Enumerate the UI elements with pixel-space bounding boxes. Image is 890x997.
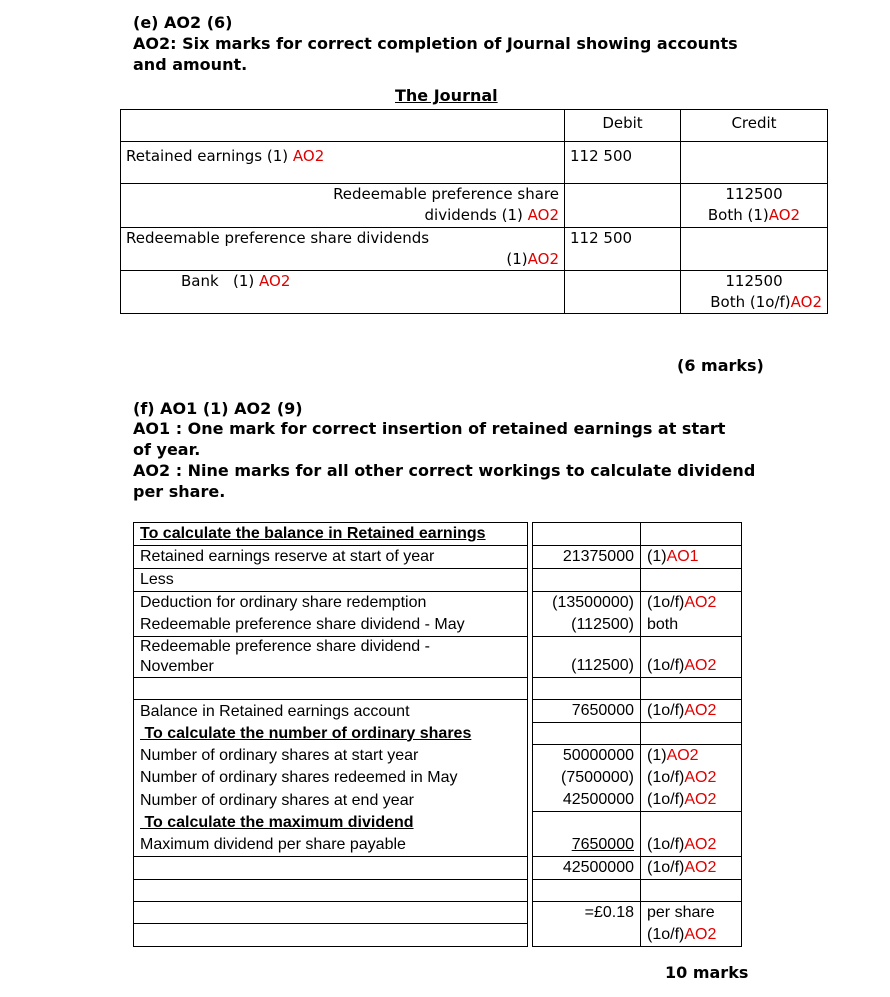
row-value: 7650000 <box>533 834 641 857</box>
journal-credit <box>681 142 828 184</box>
journal-row <box>121 184 828 228</box>
row-label: Balance in Retained earnings account <box>134 700 528 723</box>
row-label: Less <box>134 569 528 592</box>
table-row <box>134 745 742 768</box>
part-e-description: AO2: Six marks for correct completion of Journal showing accounts and amount. <box>133 34 738 74</box>
section-heading: To calculate the maximum dividend <box>134 812 528 834</box>
row-mark: (1o/f)AO2 <box>641 700 742 723</box>
section-heading: To calculate the balance in Retained earnings <box>134 523 528 546</box>
row-value: =£0.18 <box>533 901 641 924</box>
table-row <box>134 879 742 901</box>
journal-row <box>121 271 828 314</box>
table-row <box>134 637 742 678</box>
row-label <box>134 678 528 700</box>
journal-row <box>121 228 828 271</box>
row-value: (112500) <box>533 614 641 637</box>
section-heading: To calculate the number of ordinary shares <box>134 723 528 745</box>
row-mark: (1o/f)AO2 <box>641 924 742 947</box>
journal-debit: 112 500 <box>565 228 681 271</box>
part-e-header: (e) AO2 (6) <box>133 13 233 32</box>
row-label: Deduction for ordinary share redemption <box>134 592 528 615</box>
row-label: Number of ordinary shares at end year <box>134 789 528 812</box>
journal-credit <box>681 228 828 271</box>
row-value: (13500000) <box>533 592 641 615</box>
part-f-header: (f) AO1 (1) AO2 (9) <box>133 399 303 418</box>
journal-debit <box>565 184 681 228</box>
row-value: (112500) <box>533 637 641 678</box>
row-value: 21375000 <box>533 546 641 569</box>
row-label <box>134 856 528 879</box>
row-mark: (1o/f)AO2 <box>641 834 742 857</box>
table-row <box>134 789 742 812</box>
row-value: 42500000 <box>533 789 641 812</box>
journal-account: Redeemable preference share dividends (1)AO2 <box>121 228 565 271</box>
row-mark: per share <box>641 901 742 924</box>
part-f-marks: 10 marks <box>665 963 749 982</box>
table-row <box>134 924 742 947</box>
row-mark: (1o/f)AO2 <box>641 767 742 789</box>
table-row <box>134 723 742 745</box>
part-f-ao1: AO1 : One mark for correct insertion of retained earnings at start of year. <box>133 419 726 459</box>
journal-table <box>120 109 828 314</box>
row-mark: both <box>641 614 742 637</box>
row-value: 7650000 <box>533 700 641 723</box>
row-value: 42500000 <box>533 856 641 879</box>
table-row <box>134 767 742 789</box>
table-row <box>134 592 742 615</box>
row-label: Maximum dividend per share payable <box>134 834 528 857</box>
table-row <box>134 700 742 723</box>
table-row <box>134 614 742 637</box>
table-row <box>134 856 742 879</box>
row-value: 50000000 <box>533 745 641 768</box>
journal-debit: 112 500 <box>565 142 681 184</box>
row-label <box>134 901 528 924</box>
journal-header-debit: Debit <box>565 110 681 142</box>
row-mark: (1o/f)AO2 <box>641 637 742 678</box>
table-row <box>134 523 742 546</box>
row-mark: (1o/f)AO2 <box>641 592 742 615</box>
row-label: Redeemable preference share dividend - May <box>134 614 528 637</box>
row-value: (7500000) <box>533 767 641 789</box>
journal-account: Retained earnings (1) AO2 <box>121 142 565 184</box>
row-label: Number of ordinary shares at start year <box>134 745 528 768</box>
table-row <box>134 834 742 857</box>
part-e-marks: (6 marks) <box>677 356 764 375</box>
table-row <box>134 901 742 924</box>
journal-title: The Journal <box>395 86 498 105</box>
row-mark: (1o/f)AO2 <box>641 856 742 879</box>
row-mark: (1o/f)AO2 <box>641 789 742 812</box>
row-label <box>134 879 528 901</box>
journal-row <box>121 142 828 184</box>
row-mark: (1)AO1 <box>641 546 742 569</box>
row-label: Redeemable preference share dividend - November <box>134 637 528 678</box>
table-row <box>134 812 742 834</box>
row-label: Number of ordinary shares redeemed in May <box>134 767 528 789</box>
table-row <box>134 546 742 569</box>
row-label: Retained earnings reserve at start of year <box>134 546 528 569</box>
journal-header-credit: Credit <box>681 110 828 142</box>
row-mark: (1)AO2 <box>641 745 742 768</box>
part-f-ao2: AO2 : Nine marks for all other correct workings to calculate dividend per share. <box>133 461 756 501</box>
journal-credit: 112500 Both (1)AO2 <box>681 184 828 228</box>
journal-account: Bank (1) AO2 <box>121 271 565 314</box>
journal-credit: 112500 Both (1o/f)AO2 <box>681 271 828 314</box>
table-row <box>134 678 742 700</box>
row-label <box>134 924 528 947</box>
retained-earnings-table <box>133 522 742 947</box>
journal-header-account <box>121 110 565 142</box>
journal-debit <box>565 271 681 314</box>
journal-account: Redeemable preference share dividends (1) AO2 <box>121 184 565 228</box>
table-row <box>134 569 742 592</box>
